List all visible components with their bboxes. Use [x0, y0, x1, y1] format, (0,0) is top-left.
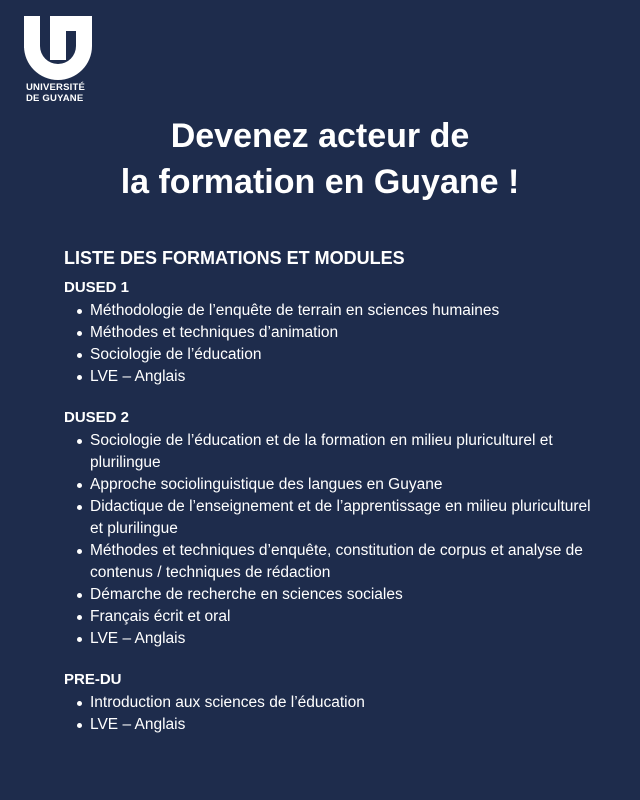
module-item: Méthodes et techniques d’animation [64, 322, 604, 344]
university-logo-mark [24, 16, 92, 80]
module-item: Méthodes et techniques d’enquête, constitution de corpus et analyse de contenus / techniques de rédaction [64, 540, 604, 584]
sections-container [64, 278, 604, 736]
module-item: Sociologie de l’éducation [64, 344, 604, 366]
headline-line1: Devenez acteur de [170, 117, 470, 155]
university-logo [24, 16, 96, 104]
module-list [64, 692, 604, 736]
module-list [64, 430, 604, 650]
section-title: DUSED 2 [64, 409, 130, 426]
section-title: DUSED 1 [64, 279, 130, 296]
module-item: LVE – Anglais [64, 366, 604, 388]
formation-section [64, 670, 604, 736]
section-title: PRE-DU [64, 671, 122, 688]
module-list [64, 300, 604, 388]
module-item: Français écrit et oral [64, 606, 604, 628]
module-item: LVE – Anglais [64, 628, 604, 650]
university-name-line1: UNIVERSITÉ [26, 82, 86, 93]
formations-list [64, 246, 604, 756]
page-headline [0, 113, 640, 205]
module-item: Sociologie de l’éducation et de la formation en milieu pluriculturel et plurilingue [64, 430, 604, 474]
module-item: Démarche de recherche en sciences sociales [64, 584, 604, 606]
university-name-line2: DE GUYANE [26, 93, 84, 104]
headline-line2: la formation en Guyane ! [120, 163, 520, 201]
module-item: LVE – Anglais [64, 714, 604, 736]
module-item: Méthodologie de l’enquête de terrain en sciences humaines [64, 300, 604, 322]
module-item: Approche sociolinguistique des langues en Guyane [64, 474, 604, 496]
formation-section [64, 408, 604, 650]
module-item: Introduction aux sciences de l’éducation [64, 692, 604, 714]
list-title: LISTE DES FORMATIONS ET MODULES [64, 248, 405, 268]
university-name [26, 82, 96, 104]
module-item: Didactique de l’enseignement et de l’apprentissage en milieu pluriculturel et plurilingue [64, 496, 604, 540]
formation-section [64, 278, 604, 388]
